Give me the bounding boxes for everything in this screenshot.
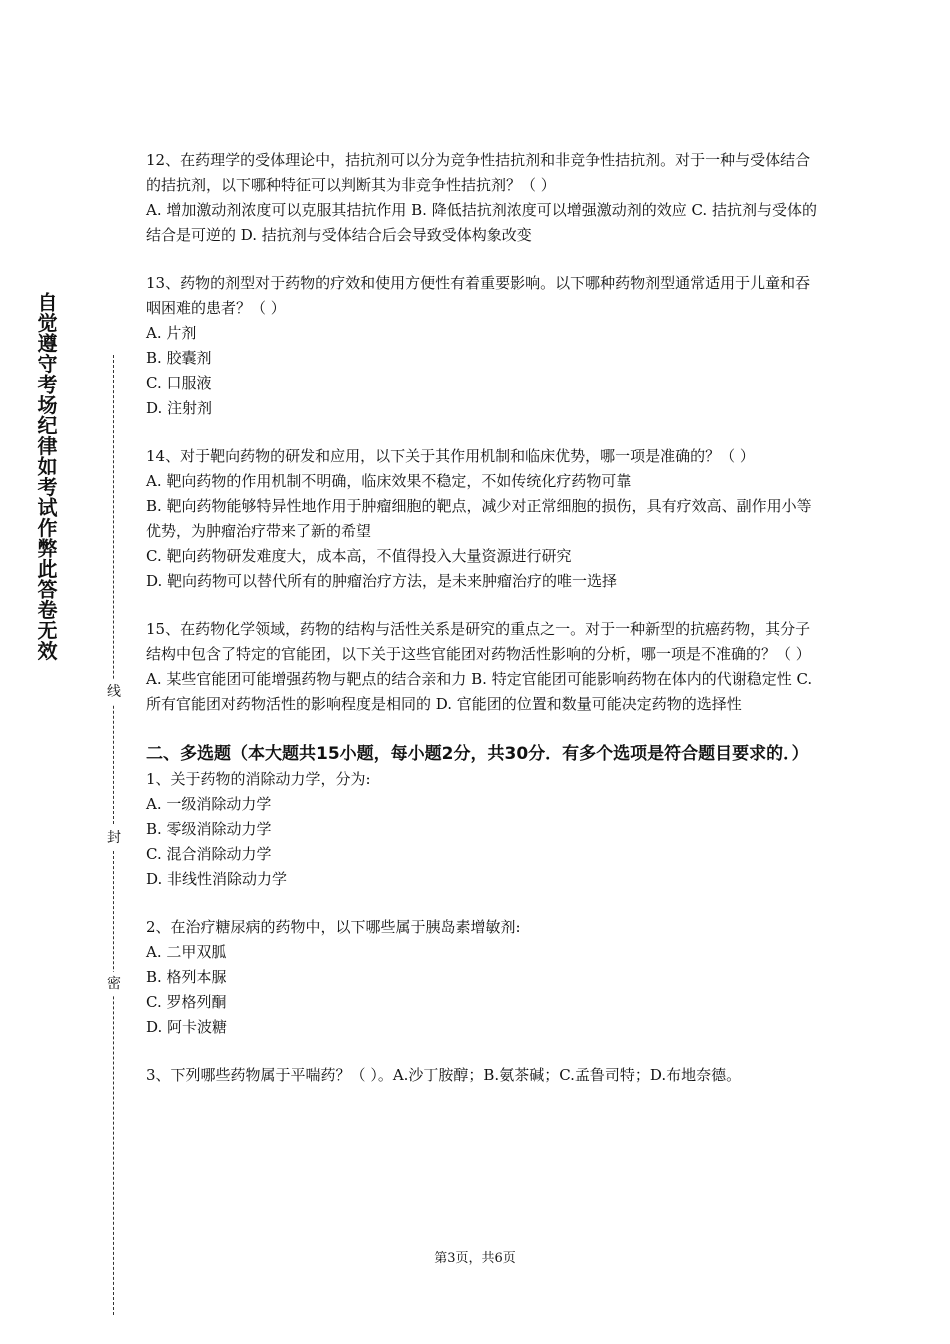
- section-title-multiple-choice: 二、多选题（本大题共15小题，每小题2分，共30分．有多个选项是符合题目要求的．）: [146, 744, 809, 764]
- mc-question-2: [146, 915, 818, 1040]
- question-12: [146, 148, 818, 248]
- option-a: A. 一级消除动力学: [146, 795, 272, 813]
- question-14: [146, 444, 818, 594]
- question-stem: 12、在药理学的受体理论中，拮抗剂可以分为竞争性拮抗剂和非竞争性拮抗剂。对于一种与受体结合的拮抗剂，以下哪种特征可以判断其为非竞争性拮抗剂？（ ）: [146, 151, 811, 194]
- binding-mark-line: 线: [106, 680, 122, 704]
- option-c: C. 罗格列酮: [146, 993, 227, 1011]
- binding-mark-seal: 封: [106, 826, 122, 850]
- option-d: D. 靶向药物可以替代所有的肿瘤治疗方法，是未来肿瘤治疗的唯一选择: [146, 572, 618, 590]
- option-b: B. 格列本脲: [146, 968, 227, 986]
- mc-question-1: [146, 767, 818, 892]
- option-c: C. 靶向药物研发难度大，成本高，不值得投入大量资源进行研究: [146, 547, 572, 565]
- exam-content: [146, 148, 818, 1088]
- option-b: B. 零级消除动力学: [146, 820, 272, 838]
- option-d: D. 阿卡波糖: [146, 1018, 228, 1036]
- option-d: D. 非线性消除动力学: [146, 870, 288, 888]
- question-options: A. 某些官能团可能增强药物与靶点的结合亲和力 B. 特定官能团可能影响药物在体内的代谢稳定性 C. 所有官能团对药物活性的影响程度是相同的 D. 官能团的位置和数量可能决定药物的选择性: [146, 670, 813, 713]
- option-c: C. 口服液: [146, 374, 212, 392]
- option-b: B. 靶向药物能够特异性地作用于肿瘤细胞的靶点，减少对正常细胞的损伤，具有疗效高、副作用小等优势，为肿瘤治疗带来了新的希望: [146, 497, 812, 540]
- question-stem: 15、在药物化学领域，药物的结构与活性关系是研究的重点之一。对于一种新型的抗癌药物，其分子结构中包含了特定的官能团，以下关于这些官能团对药物活性影响的分析，哪一项是不准确的？（ ）: [146, 620, 811, 663]
- question-stem: 2、在治疗糖尿病的药物中，以下哪些属于胰岛素增敏剂:: [146, 918, 521, 936]
- option-a: A. 二甲双胍: [146, 943, 227, 961]
- page-number: 第3页，共6页: [434, 1251, 516, 1266]
- option-a: A. 片剂: [146, 324, 197, 342]
- question-stem: 14、对于靶向药物的研发和应用，以下关于其作用机制和临床优势，哪一项是准确的？（ ）: [146, 447, 755, 465]
- mc-question-3: [146, 1063, 818, 1088]
- exam-discipline-notice: 自觉遵守考场纪律如考试作弊此答卷无效: [34, 292, 58, 661]
- option-c: C. 混合消除动力学: [146, 845, 272, 863]
- option-b: B. 胶囊剂: [146, 349, 212, 367]
- option-d: D. 注射剂: [146, 399, 213, 417]
- question-15: [146, 617, 818, 717]
- question-13: [146, 271, 818, 421]
- question-stem: 3、下列哪些药物属于平喘药？（ ）。A.沙丁胺醇；B.氨茶碱；C.孟鲁司特；D.布地奈德。: [146, 1066, 742, 1084]
- binding-mark-secret: 密: [106, 972, 122, 996]
- question-stem: 13、药物的剂型对于药物的疗效和使用方便性有着重要影响。以下哪种药物剂型通常适用于儿童和吞咽困难的患者？（ ）: [146, 274, 811, 317]
- option-a: A. 靶向药物的作用机制不明确，临床效果不稳定，不如传统化疗药物可靠: [146, 472, 632, 490]
- question-stem: 1、关于药物的消除动力学，分为:: [146, 770, 371, 788]
- question-options: A. 增加激动剂浓度可以克服其拮抗作用 B. 降低拮抗剂浓度可以增强激动剂的效应 C. 拮抗剂与受体的结合是可逆的 D. 拮抗剂与受体结合后会导致受体构象改变: [146, 201, 817, 244]
